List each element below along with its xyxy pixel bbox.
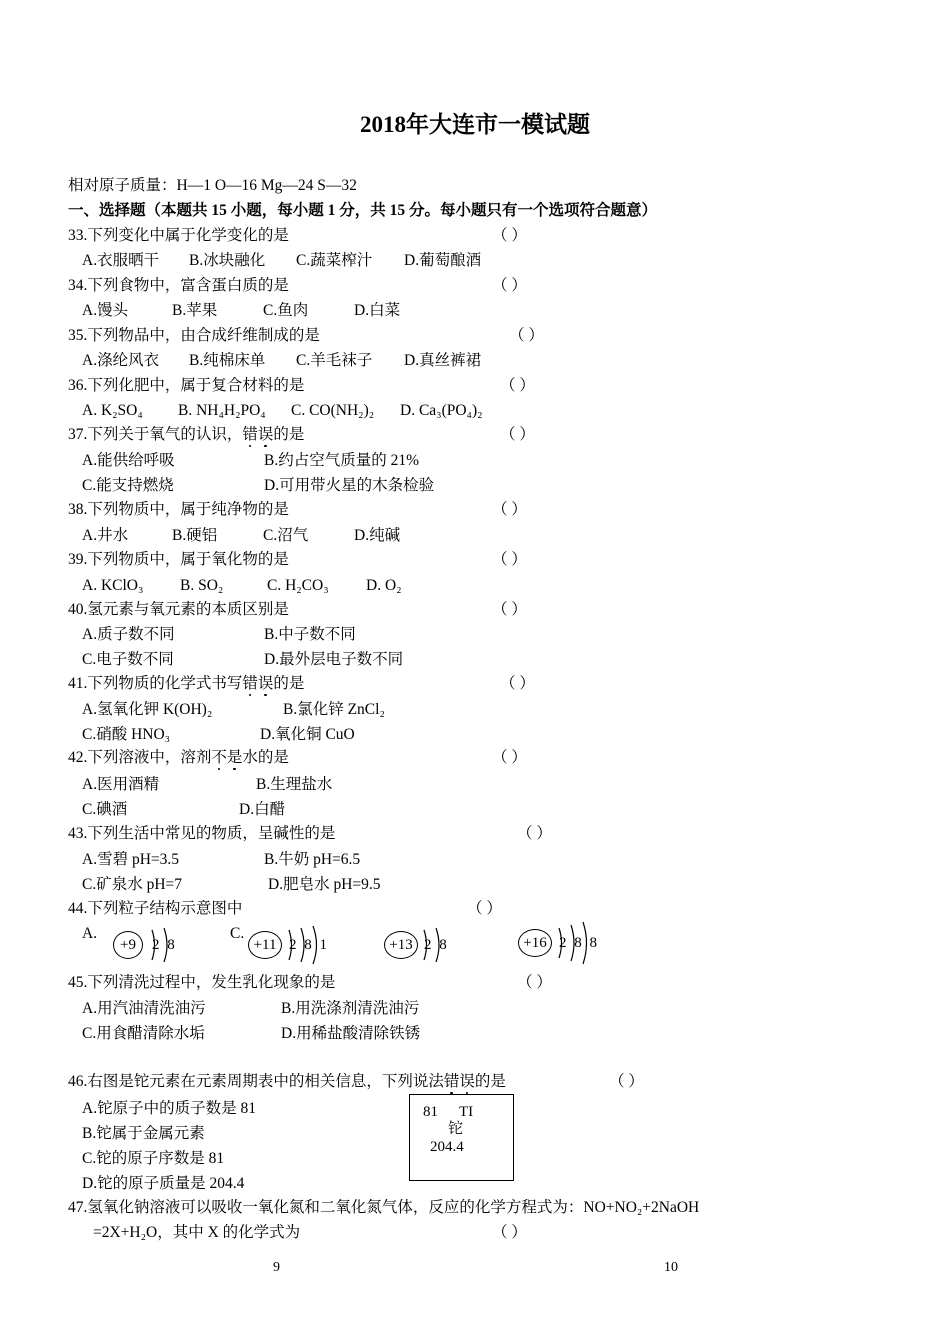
q42-stem — [68, 748, 289, 768]
q37-option-a: A.能供给呼吸 — [82, 452, 175, 469]
q37-emphasis-2: 误 — [257, 426, 274, 443]
q42-option-c: C.碘酒 — [82, 801, 128, 818]
q34-option-a: A.馒头 — [82, 302, 129, 319]
diagram-b-shells: 2 8 1 — [289, 937, 329, 953]
diagram-c-shell-arcs — [418, 926, 458, 966]
q41-stem-post: 的是 — [273, 675, 305, 692]
q42-option-b: B.生理盐水 — [256, 776, 333, 793]
q41-emphasis-2: 误 — [257, 675, 274, 692]
q39-option-a: A. KClO₃ — [82, 577, 144, 594]
q41-emphasis-1: 错 — [242, 675, 258, 692]
q42-stem-pre: 42.下列溶液中，溶剂 — [68, 749, 212, 766]
diagram-b-nucleus: +11 — [248, 931, 282, 959]
diagram-a-shell-arcs — [146, 926, 186, 966]
q43-stem: 43.下列生活中常见的物质，呈碱性的是 — [68, 825, 336, 842]
q44-label-a: A. — [82, 925, 98, 942]
q33-option-d: D.葡萄酿酒 — [404, 252, 482, 269]
diagram-c-nucleus: +13 — [384, 931, 418, 959]
q37-answer-paren: （ ） — [500, 426, 535, 443]
q43-answer-paren: （ ） — [517, 825, 552, 842]
q35-option-c: C.羊毛袜子 — [296, 352, 373, 369]
q46-stem-pre: 46.右图是铊元素在元素周期表中的相关信息，下列说法 — [68, 1073, 444, 1090]
q39-stem: 39.下列物质中，属于氧化物的是 — [68, 551, 289, 568]
diagram-b-shell-arcs — [283, 924, 328, 968]
q46-stem-post: 的是 — [474, 1073, 506, 1090]
q34-option-b: B.苹果 — [172, 302, 218, 319]
q37-stem — [68, 425, 304, 445]
diagram-d-shell-arcs — [553, 920, 598, 968]
q35-option-d: D.真丝裤裙 — [404, 352, 482, 369]
q37-option-d: D.可用带火星的木条检验 — [264, 477, 435, 494]
q33-option-b: B.冰块融化 — [189, 252, 266, 269]
q38-option-a: A.井水 — [82, 527, 129, 544]
q43-option-c: C.矿泉水 pH=7 — [82, 876, 183, 893]
q41-option-d: D.氧化铜 CuO — [260, 726, 355, 743]
q41-stem-pre: 41.下列物质的化学式书写 — [68, 675, 243, 692]
q40-option-a: A.质子数不同 — [82, 626, 175, 643]
q38-option-c: C.沼气 — [263, 527, 309, 544]
q40-option-d: D.最外层电子数不同 — [264, 651, 404, 668]
q36-option-a: A. K₂SO₄ — [82, 402, 143, 419]
q33-stem: 33.下列变化中属于化学变化的是 — [68, 227, 289, 244]
q46-stem — [68, 1072, 506, 1092]
q36-answer-paren: （ ） — [500, 377, 535, 394]
q37-stem-pre: 37.下列关于氧气的认识， — [68, 426, 243, 443]
q36-option-c: C. CO(NH₂)₂ — [291, 402, 375, 419]
q46-option-a: A.铊原子中的质子数是 81 — [82, 1100, 256, 1117]
q37-option-b: B.约占空气质量的 21% — [264, 452, 420, 469]
q34-stem: 34.下列食物中，富含蛋白质的是 — [68, 277, 289, 294]
q38-answer-paren: （ ） — [492, 501, 527, 518]
diagram-d-nucleus: +16 — [518, 929, 552, 957]
diagram-c-shells: 2 8 — [424, 937, 449, 953]
q46-emphasis-1: 错 — [443, 1073, 460, 1090]
q39-option-d: D. O₂ — [366, 577, 402, 594]
q43-option-d: D.肥皂水 pH=9.5 — [268, 876, 381, 893]
q40-option-c: C.电子数不同 — [82, 651, 174, 668]
q38-option-d: D.纯碱 — [354, 527, 401, 544]
page-title: 2018年大连市一模试题 — [360, 112, 590, 137]
q47-answer-paren: （ ） — [492, 1224, 527, 1241]
q36-option-b: B. NH₄H₂PO₄ — [178, 402, 266, 419]
q35-option-a: A.涤纶风衣 — [82, 352, 160, 369]
diagram-d-shells: 2 8 8 — [559, 935, 599, 951]
q44-label-c: C. — [230, 925, 245, 942]
atomic-masses: 相对原子质量：H—1 O—16 Mg—24 S—32 — [68, 177, 357, 194]
q42-stem-post: 水的是 — [242, 749, 289, 766]
q45-option-b: B.用洗涤剂清洗油污 — [281, 1000, 420, 1017]
q45-answer-paren: （ ） — [517, 974, 552, 991]
page-number-right: 10 — [664, 1260, 678, 1275]
q37-emphasis-1: 错 — [242, 426, 258, 443]
q38-option-b: B.硬铝 — [172, 527, 218, 544]
page-number-left: 9 — [273, 1260, 280, 1275]
q41-answer-paren: （ ） — [500, 675, 535, 692]
q42-emphasis-2: 是 — [226, 749, 243, 766]
q41-stem — [68, 674, 304, 694]
q36-stem: 36.下列化肥中，属于复合材料的是 — [68, 377, 305, 394]
q39-option-b: B. SO₂ — [180, 577, 224, 594]
q42-emphasis-1: 不 — [211, 749, 227, 766]
q35-stem: 35.下列物品中，由合成纤维制成的是 — [68, 327, 320, 344]
q40-stem: 40.氢元素与氧元素的本质区别是 — [68, 601, 289, 618]
section-heading: 一、选择题（本题共 15 小题，每小题 1 分，共 15 分。每小题只有一个选项符合题意） — [68, 202, 658, 219]
q33-option-a: A.衣服晒干 — [82, 252, 160, 269]
q45-option-a: A.用汽油清洗油污 — [82, 1000, 206, 1017]
q42-option-d: D.白醋 — [239, 801, 286, 818]
q43-option-b: B.牛奶 pH=6.5 — [264, 851, 361, 868]
q38-stem: 38.下列物质中，属于纯净物的是 — [68, 501, 289, 518]
q41-option-c: C.硝酸 HNO₃ — [82, 726, 171, 743]
q42-answer-paren: （ ） — [492, 749, 527, 766]
q47-stem-line1: 47.氢氧化钠溶液可以吸收一氧化氮和二氧化氮气体，反应的化学方程式为：NO+NO₂+2NaOH — [68, 1199, 700, 1216]
q40-answer-paren: （ ） — [492, 601, 527, 618]
q39-answer-paren: （ ） — [492, 551, 527, 568]
q36-option-d: D. Ca₃(PO₄)₂ — [400, 402, 483, 419]
q46-option-b: B.铊属于金属元素 — [82, 1125, 205, 1142]
q46-option-c: C.铊的原子序数是 81 — [82, 1150, 225, 1167]
cell-symbol: TI — [459, 1104, 474, 1120]
q43-option-a: A.雪碧 pH=3.5 — [82, 851, 180, 868]
q46-option-d: D.铊的原子质量是 204.4 — [82, 1175, 245, 1192]
q45-option-c: C.用食醋清除水垢 — [82, 1025, 205, 1042]
cell-atomic-mass: 204.4 — [430, 1139, 464, 1155]
q44-stem: 44.下列粒子结构示意图中 — [68, 900, 243, 917]
q40-option-b: B.中子数不同 — [264, 626, 356, 643]
q41-option-b: B.氯化锌 ZnCl₂ — [283, 701, 385, 718]
q34-option-d: D.白菜 — [354, 302, 401, 319]
q34-option-c: C.鱼肉 — [263, 302, 309, 319]
q35-option-b: B.纯棉床单 — [189, 352, 266, 369]
q33-answer-paren: （ ） — [492, 227, 527, 244]
q46-answer-paren: （ ） — [609, 1073, 644, 1090]
q35-answer-paren: （ ） — [509, 327, 544, 344]
periodic-table-cell — [409, 1094, 514, 1181]
q39-option-c: C. H₂CO₃ — [267, 577, 329, 594]
q44-answer-paren: （ ） — [467, 900, 502, 917]
q33-option-c: C.蔬菜榨汁 — [296, 252, 373, 269]
q46-emphasis-2: 误 — [459, 1073, 475, 1090]
q47-stem-line2: =2X+H₂O，其中 X 的化学式为 — [93, 1224, 301, 1241]
q34-answer-paren: （ ） — [492, 277, 527, 294]
cell-atomic-number: 81 — [423, 1104, 438, 1120]
cell-element-name: 铊 — [448, 1121, 464, 1137]
diagram-a-shells: 2 8 — [152, 937, 177, 953]
q45-option-d: D.用稀盐酸清除铁锈 — [281, 1025, 421, 1042]
q37-stem-post: 的是 — [273, 426, 305, 443]
q37-option-c: C.能支持燃烧 — [82, 477, 174, 494]
diagram-a-nucleus: +9 — [113, 931, 143, 959]
q42-option-a: A.医用酒精 — [82, 776, 160, 793]
q41-option-a: A.氢氧化钾 K(OH)₂ — [82, 701, 213, 718]
q45-stem: 45.下列清洗过程中，发生乳化现象的是 — [68, 974, 336, 991]
